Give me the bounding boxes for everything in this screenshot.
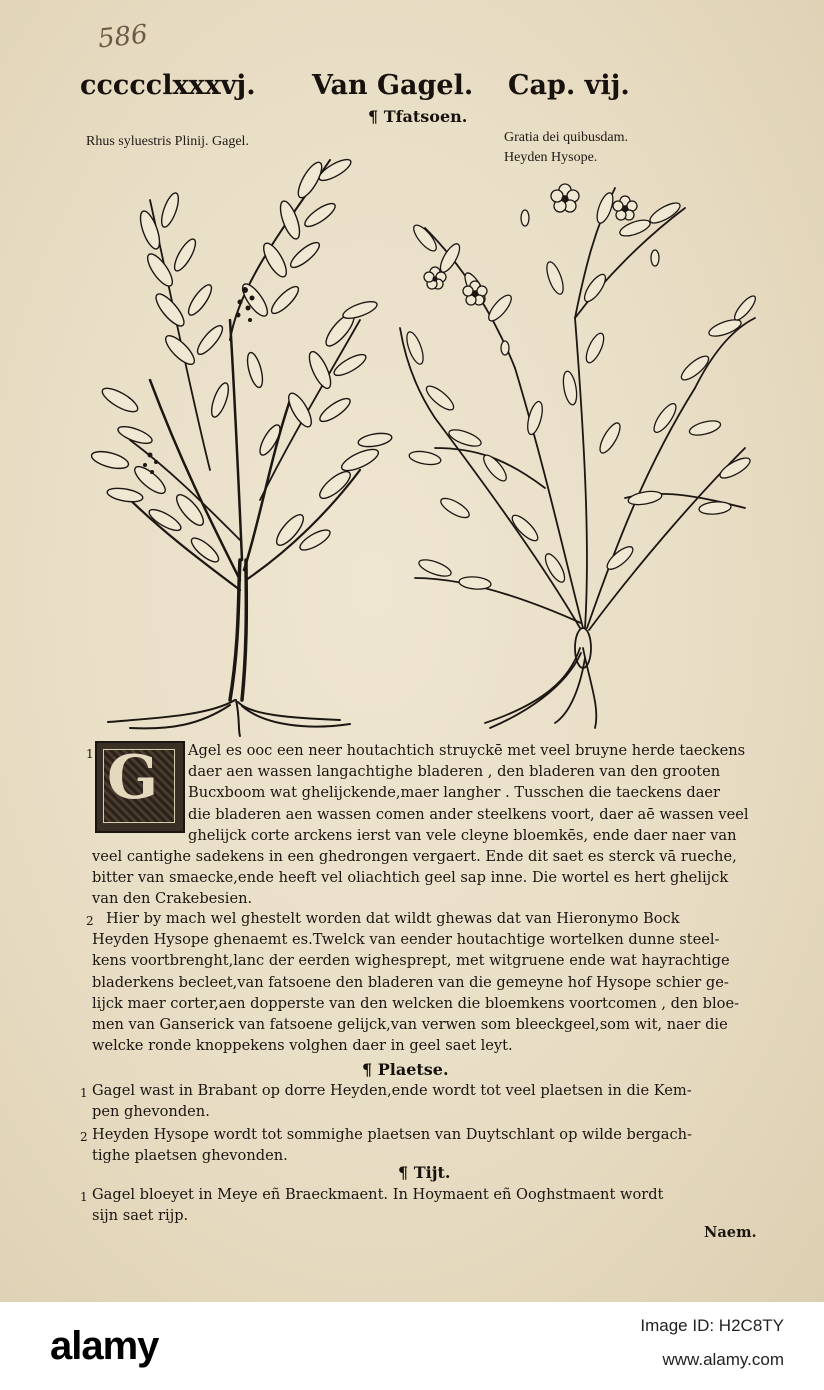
header-chapter: Cap. vij. xyxy=(508,70,630,101)
gagel-woodcut-illustration xyxy=(90,140,400,740)
text-line: bladerkens becleet,van fatsoene den bladeren van die gemeyne hof Hysope schier ge- xyxy=(92,973,729,991)
site-url: www.alamy.com xyxy=(662,1350,784,1369)
caption-right-vernacular: Heyden Hysope. xyxy=(504,150,598,165)
stock-photo-footer xyxy=(0,1302,824,1390)
catchword: Naem. xyxy=(704,1224,757,1241)
text-line: Gagel wast in Brabant op dorre Heyden,ende wordt tot veel plaetsen in die Kem- xyxy=(92,1082,692,1099)
tijt-entry-1 xyxy=(92,1184,663,1226)
initial-letter: G xyxy=(107,743,159,813)
header-title: Van Gagel. xyxy=(312,70,474,101)
image-id: Image ID: H2C8TY xyxy=(640,1316,784,1335)
alamy-logo: alamy xyxy=(50,1324,159,1368)
text-line: pen ghevonden. xyxy=(92,1103,210,1121)
caption-left-plant: Rhus syluestris Plinij. Gagel. xyxy=(86,134,249,149)
text-line: bitter van smaecke,ende heeft vel oliachtich geel sap inne. Die wortel es hert ghelijck xyxy=(92,869,729,887)
paragraph-1-full-width xyxy=(92,846,737,910)
plaetse-entry-2 xyxy=(92,1124,692,1166)
section-heading-tijt: ¶ Tijt. xyxy=(398,1163,451,1182)
text-line: Agel es ooc een neer houtachtich struyckē met veel bruyne herde taeckens xyxy=(188,742,746,759)
paragraph-1-cont xyxy=(188,825,736,846)
paragraph-number: 1 xyxy=(86,747,94,761)
page-header xyxy=(80,70,640,110)
text-line: daer aen wassen langachtighe bladeren , den bladeren van den grooten xyxy=(188,763,721,781)
text-line: Heyden Hysope ghenaemt es.Twelck van eender houtachtige wortelken dunne steel- xyxy=(92,931,720,949)
caption-right-latin: Gratia dei quibusdam. xyxy=(504,130,629,145)
text-line: van den Crakebesien. xyxy=(92,890,253,908)
text-line: Gagel bloeyet in Meye eñ Braeckmaent. In Hoymaent eñ Ooghstmaent wordt xyxy=(92,1186,664,1203)
paragraph-number: 1 xyxy=(80,1086,88,1100)
section-heading-fatsoen: ¶ Tfatsoen. xyxy=(368,107,468,126)
plaetse-entry-1 xyxy=(92,1080,692,1122)
text-line: welcke ronde knoppekens volghen daer in geel saet leyt. xyxy=(92,1037,513,1055)
text-line: veel cantighe sadekens in een ghedrongen vergaert. Ende dit saet es sterck vā rueche, xyxy=(92,848,737,865)
header-folio: ccccclxxxvj. xyxy=(80,70,256,101)
heyden-hysope-woodcut-illustration xyxy=(395,168,765,738)
text-line: kens voortbrenght,lanc der eerden wighesprept, met witgruene ende wat hayrachtige xyxy=(92,952,730,970)
text-line: die bladeren aen wassen comen ander steelkens voort, daer aē wassen veel xyxy=(188,805,749,823)
paragraph-1 xyxy=(188,740,749,825)
paragraph-number: 2 xyxy=(80,1130,88,1144)
paragraph-number: 2 xyxy=(86,914,94,928)
text-line: Hier by mach wel ghestelt worden dat wildt ghewas dat van Hieronymo Bock xyxy=(106,910,680,927)
text-line: Bucxboom wat ghelijckende,maer langher . Tusschen die taeckens daer xyxy=(188,784,721,802)
paragraph-number: 1 xyxy=(80,1190,88,1204)
paragraph-2 xyxy=(92,908,739,1056)
text-line: tighe plaetsen ghevonden. xyxy=(92,1147,288,1165)
text-line: lijck maer corter,aen dopperste van den welcken die bloemkens voortcomen , den bloe- xyxy=(92,994,740,1012)
text-line: ghelijck corte arckens ierst van vele cleyne bloemkēs, ende daer naer van xyxy=(188,826,737,844)
decorated-initial xyxy=(95,741,185,833)
text-line: Heyden Hysope wordt tot sommighe plaetsen van Duytschlant op wilde bergach- xyxy=(92,1126,692,1143)
text-line: men van Ganserick van fatsoene gelijck,van verwen som bleeckgeel,som wit, naer die xyxy=(92,1015,728,1033)
handwritten-folio-number: 586 xyxy=(96,19,150,55)
text-line: sijn saet rijp. xyxy=(92,1207,189,1225)
section-heading-plaetse: ¶ Plaetse. xyxy=(362,1060,449,1079)
